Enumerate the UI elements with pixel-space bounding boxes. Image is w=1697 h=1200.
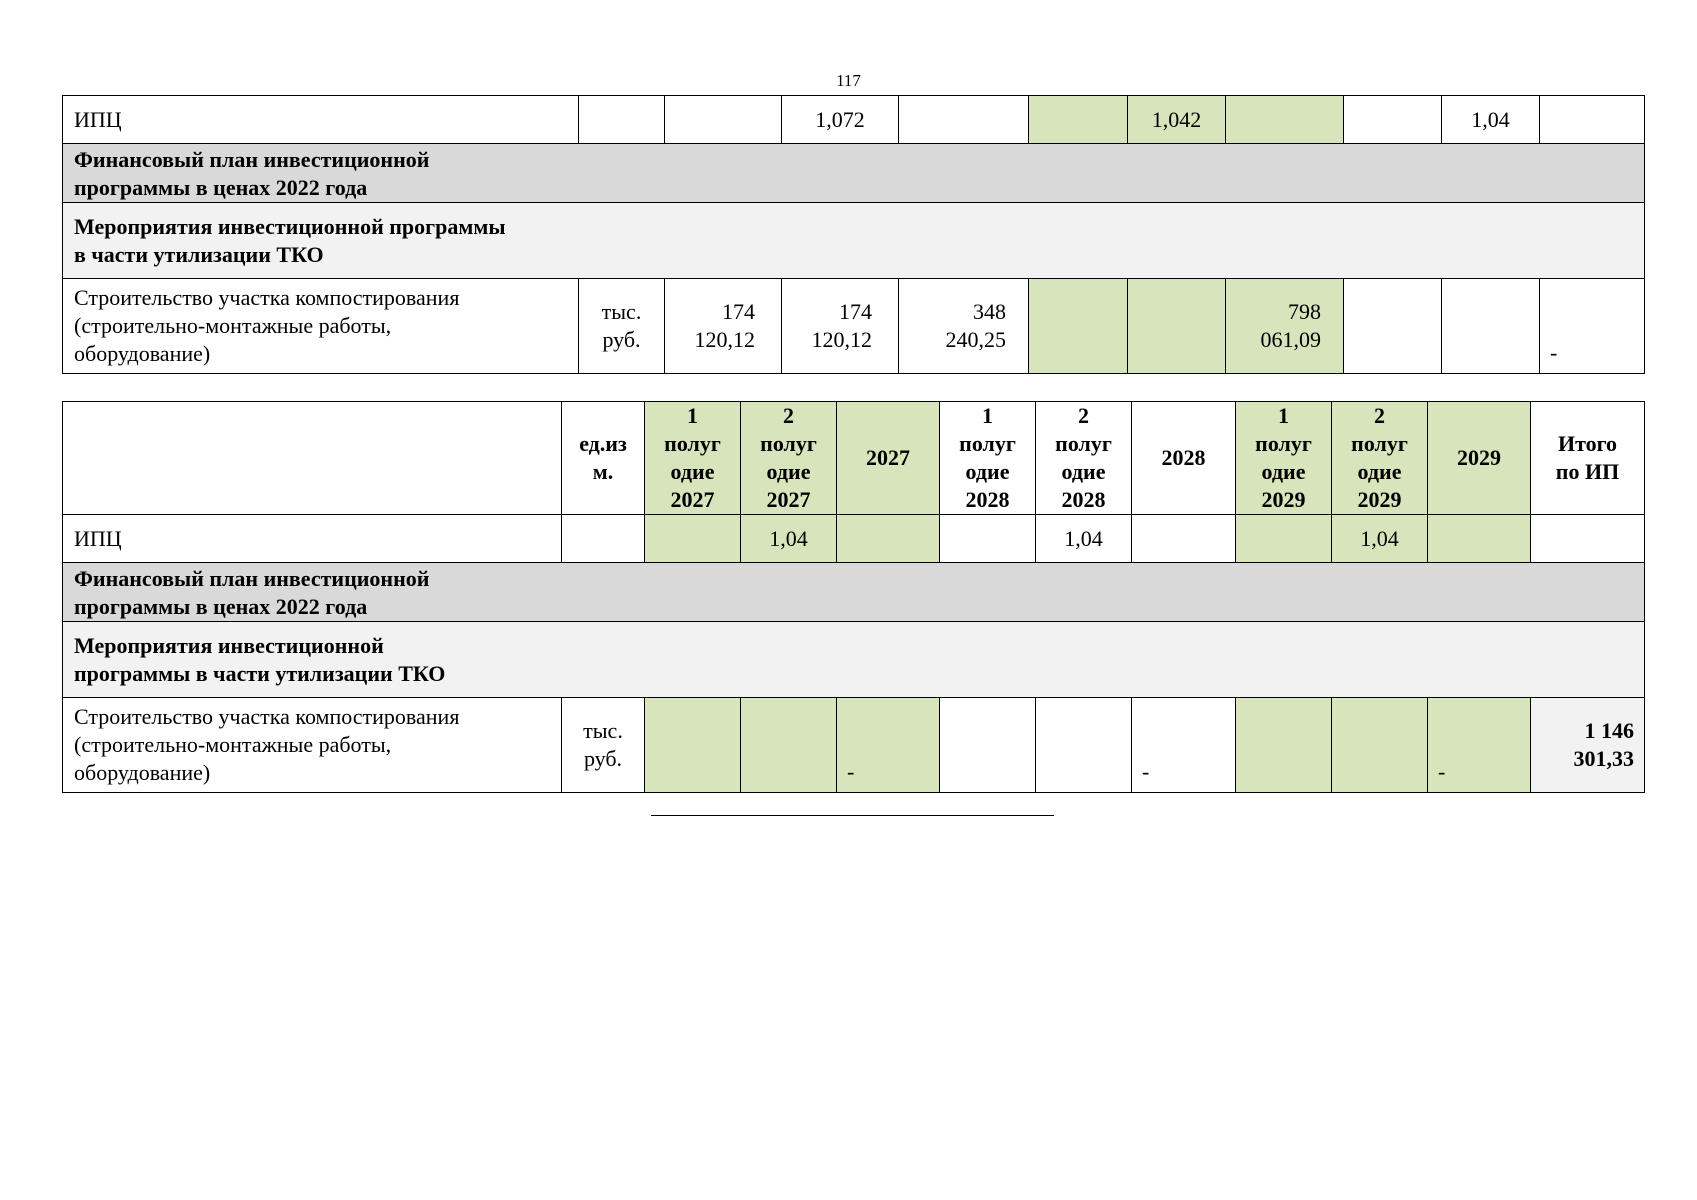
value-line: 120,12 xyxy=(694,327,755,352)
unit-cell xyxy=(579,279,665,374)
ipc-value-cell: 1,04 xyxy=(741,515,837,563)
construction-row xyxy=(63,698,1645,793)
header-line: одие xyxy=(670,459,715,484)
cell xyxy=(1236,515,1332,563)
label-line: оборудование) xyxy=(74,341,211,366)
header-line: 2029 xyxy=(1261,487,1306,512)
ipc-value-cell: 1,072 xyxy=(782,96,899,144)
cell xyxy=(645,515,741,563)
section-line: программы в части утилизации ТКО xyxy=(74,661,446,686)
ipc-value-cell: 1,042 xyxy=(1128,96,1226,144)
header-line: 1 xyxy=(982,403,993,428)
header-line: полуг xyxy=(959,431,1016,456)
value-line: 798 xyxy=(1288,299,1321,324)
cell xyxy=(562,515,645,563)
investment-table-continued xyxy=(62,95,1645,374)
cell xyxy=(837,515,940,563)
cell xyxy=(1332,698,1428,793)
header-line: 2 xyxy=(783,403,794,428)
unit-line: тыс. xyxy=(601,299,642,324)
header-h2-2027 xyxy=(741,402,837,515)
cell xyxy=(1442,279,1540,374)
cell xyxy=(579,96,665,144)
unit-line: тыс. xyxy=(583,718,623,743)
label-line: (строительно-монтажные работы, xyxy=(74,313,392,338)
cell xyxy=(1226,96,1344,144)
header-line: м. xyxy=(592,459,614,484)
value-line: 120,12 xyxy=(811,327,872,352)
cell xyxy=(1344,279,1442,374)
section-measures xyxy=(63,622,1645,698)
value-cell xyxy=(782,279,899,374)
end-rule xyxy=(651,815,1054,816)
ipc-row xyxy=(63,515,1645,563)
section-measures-title xyxy=(63,622,1645,698)
cell xyxy=(1029,96,1128,144)
header-line: 2027 xyxy=(670,487,715,512)
header-h1-2028 xyxy=(940,402,1036,515)
header-line: одие xyxy=(1357,459,1402,484)
header-line: одие xyxy=(1261,459,1306,484)
label-line: Строительство участка компостирования xyxy=(74,704,460,729)
construction-row xyxy=(63,279,1645,374)
header-line: полуг xyxy=(1255,431,1312,456)
dash-cell: - xyxy=(1540,279,1645,374)
cell xyxy=(1029,279,1128,374)
dash-cell: - xyxy=(837,698,940,793)
header-line: 2 xyxy=(1374,403,1385,428)
header-line: по ИП xyxy=(1555,459,1620,484)
section-line: программы в ценах 2022 года xyxy=(74,175,368,200)
header-row xyxy=(63,402,1645,515)
dash-cell: - xyxy=(1428,698,1531,793)
label-line: оборудование) xyxy=(74,760,211,785)
total-line: 301,33 xyxy=(1573,746,1634,771)
value-line: 174 xyxy=(722,299,755,324)
total-line: 1 146 xyxy=(1584,718,1634,743)
label-line: (строительно-монтажные работы, xyxy=(74,732,392,757)
section-line: Финансовый план инвестиционной xyxy=(74,566,430,591)
section-financial-plan-title xyxy=(63,563,1645,622)
header-line: 2027 xyxy=(766,487,811,512)
unit-line: руб. xyxy=(602,327,641,352)
header-line: 2028 xyxy=(1061,487,1106,512)
header-line: одие xyxy=(1061,459,1106,484)
section-line: программы в ценах 2022 года xyxy=(74,594,368,619)
ipc-label: ИПЦ xyxy=(63,515,562,563)
total-cell xyxy=(1531,698,1645,793)
cell xyxy=(645,698,741,793)
header-line: 2029 xyxy=(1357,487,1402,512)
header-h1-2027 xyxy=(645,402,741,515)
header-line: полуг xyxy=(760,431,817,456)
header-h1-2029 xyxy=(1236,402,1332,515)
label-line: Строительство участка компостирования xyxy=(74,285,460,310)
unit-line: руб. xyxy=(583,746,623,771)
ipc-row xyxy=(63,96,1645,144)
section-financial-plan-title xyxy=(63,144,1645,203)
cell xyxy=(1344,96,1442,144)
ipc-label: ИПЦ xyxy=(63,96,579,144)
header-year-2029: 2029 xyxy=(1428,402,1531,515)
ipc-value-cell: 1,04 xyxy=(1332,515,1428,563)
header-line: полуг xyxy=(664,431,721,456)
section-line: Финансовый план инвестиционной xyxy=(74,147,430,172)
value-cell xyxy=(665,279,782,374)
header-line: 1 xyxy=(687,403,698,428)
header-h2-2028 xyxy=(1036,402,1132,515)
cell xyxy=(665,96,782,144)
dash-cell: - xyxy=(1132,698,1236,793)
value-line: 240,25 xyxy=(945,327,1006,352)
construction-label xyxy=(63,279,579,374)
header-line: полуг xyxy=(1055,431,1112,456)
cell xyxy=(940,698,1036,793)
cell xyxy=(741,698,837,793)
value-cell xyxy=(899,279,1029,374)
header-year-2028: 2028 xyxy=(1132,402,1236,515)
header-year-2027: 2027 xyxy=(837,402,940,515)
section-measures xyxy=(63,203,1645,279)
header-line: полуг xyxy=(1351,431,1408,456)
value-line: 061,09 xyxy=(1260,327,1321,352)
section-measures-title xyxy=(63,203,1645,279)
unit-cell xyxy=(562,698,645,793)
cell xyxy=(1540,96,1645,144)
section-financial-plan xyxy=(63,563,1645,622)
header-line: 1 xyxy=(1278,403,1289,428)
section-financial-plan xyxy=(63,144,1645,203)
ipc-value-cell: 1,04 xyxy=(1442,96,1540,144)
header-h2-2029 xyxy=(1332,402,1428,515)
construction-label xyxy=(63,698,562,793)
value-line: 348 xyxy=(973,299,1006,324)
header-line: ед.из xyxy=(579,431,627,456)
header-unit xyxy=(562,402,645,515)
section-line: Мероприятия инвестиционной программы xyxy=(74,214,506,239)
cell xyxy=(1132,515,1236,563)
section-line: в части утилизации ТКО xyxy=(74,242,324,267)
value-cell xyxy=(1226,279,1344,374)
investment-table-2027-2029 xyxy=(62,401,1645,793)
cell xyxy=(1036,698,1132,793)
cell xyxy=(899,96,1029,144)
header-line: 2 xyxy=(1078,403,1089,428)
ipc-value-cell: 1,04 xyxy=(1036,515,1132,563)
header-line: Итого xyxy=(1557,431,1618,456)
cell xyxy=(1128,279,1226,374)
value-line: 174 xyxy=(839,299,872,324)
cell xyxy=(1428,515,1531,563)
cell xyxy=(1531,515,1645,563)
header-line: одие xyxy=(965,459,1010,484)
page-number: 117 xyxy=(836,71,861,90)
header-line: одие xyxy=(766,459,811,484)
header-total xyxy=(1531,402,1645,515)
section-line: Мероприятия инвестиционной xyxy=(74,633,384,658)
header-empty-cell xyxy=(63,402,562,515)
cell xyxy=(1236,698,1332,793)
cell xyxy=(940,515,1036,563)
header-line: 2028 xyxy=(965,487,1010,512)
